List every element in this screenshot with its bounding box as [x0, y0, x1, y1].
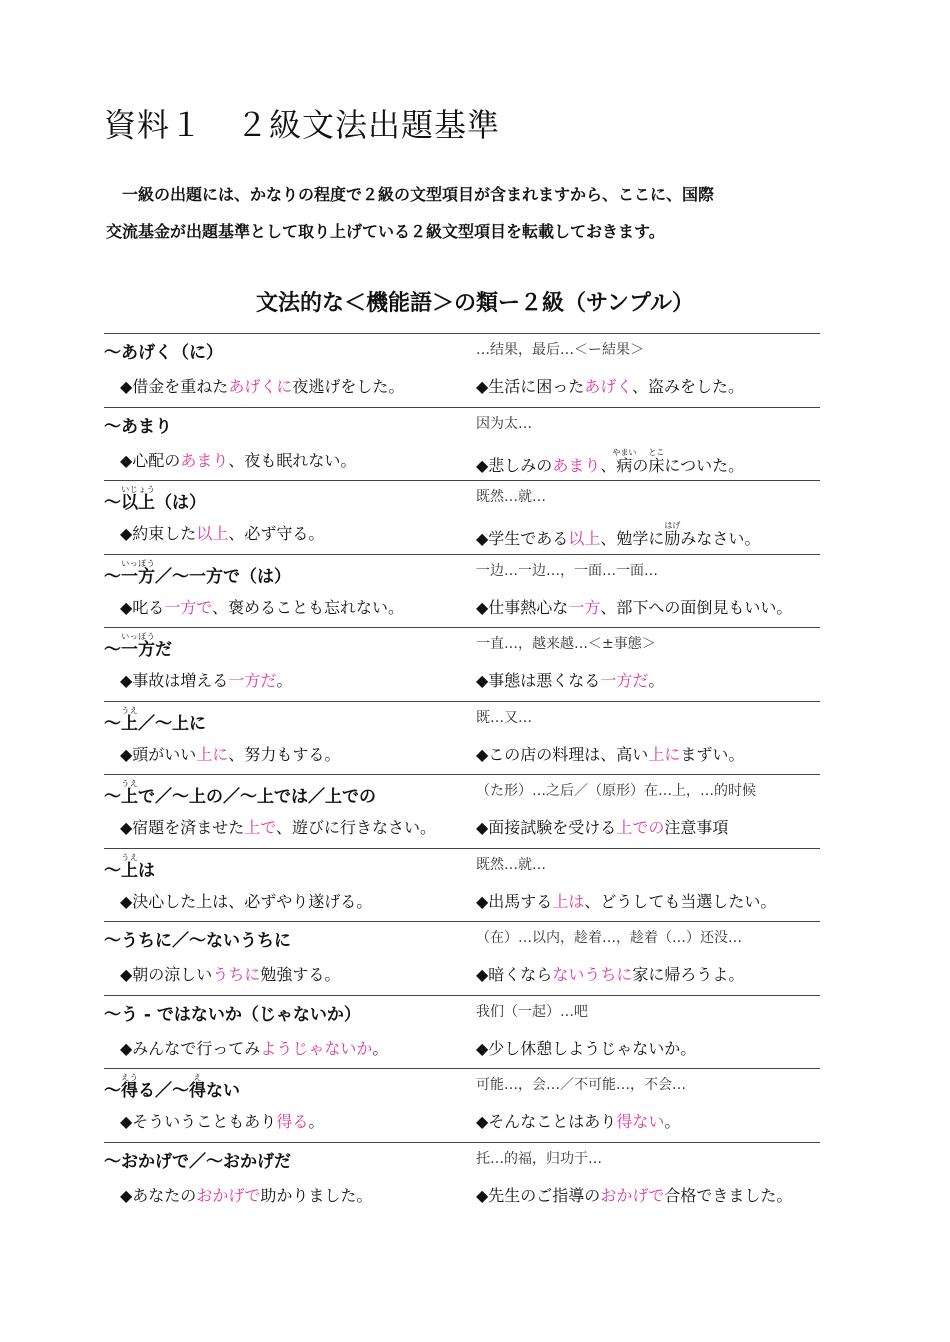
chinese-gloss: 我们（一起）…吧: [476, 1003, 588, 1020]
grammar-entry: [104, 1142, 820, 1216]
grammar-entry: [104, 554, 820, 628]
chinese-gloss: 因为太…: [476, 415, 532, 432]
grammar-entry: [104, 480, 820, 554]
example-sentence: ◆生活に困ったあげく、盗みをした。: [476, 377, 745, 396]
example-sentence: ◆学生である以上、勉学に励はげみなさい。: [476, 521, 761, 548]
chinese-gloss: 一直…，越来越…＜±事態＞: [476, 636, 656, 652]
example-sentence: ◆約束した以上、必ず守る。: [120, 524, 325, 543]
grammar-pattern: ～上うえで／～上の／～上では／上での: [104, 779, 376, 807]
page-title: 資料１ ２級文法出題基準: [104, 106, 501, 144]
grammar-pattern: ～おかげで／～おかげだ: [104, 1151, 291, 1172]
grammar-entry: [104, 333, 820, 407]
chinese-gloss: 一边…一边…，一面…一面…: [476, 562, 658, 579]
grammar-entry: [104, 701, 820, 775]
grammar-pattern: ～うちに／～ないうちに: [104, 931, 291, 951]
example-sentence: ◆みんなで行ってみようじゃないか。: [120, 1038, 389, 1058]
example-sentence: ◆少し休憩しようじゃないか。: [476, 1038, 697, 1058]
grammar-pattern: ～上うえは: [104, 852, 155, 881]
example-sentence: ◆そういうこともあり得る。: [120, 1112, 325, 1131]
grammar-pattern: ～う - ではないか（じゃないか）: [104, 1004, 361, 1025]
grammar-pattern: ～得えうる／～得えない: [104, 1073, 240, 1101]
grammar-pattern: ～一方いっぽうだ: [104, 632, 172, 660]
example-sentence: ◆事故は増える一方だ。: [120, 671, 293, 690]
example-sentence: ◆先生のご指導のおかげで合格できました。: [476, 1185, 793, 1205]
grammar-entry: [104, 407, 820, 481]
example-sentence: ◆暗くならないうちに家に帰ろうよ。: [476, 965, 745, 984]
grammar-entry: [104, 848, 820, 922]
example-sentence: ◆朝の涼しいうちに勉強する。: [120, 965, 341, 984]
grammar-entry: [104, 1068, 820, 1142]
grammar-pattern: ～一方いっぽう／～一方で（は）: [104, 558, 291, 587]
chinese-gloss: …结果，最后…＜ー結果＞: [476, 342, 644, 358]
grammar-entry: [104, 921, 820, 995]
chinese-gloss: 既然…就…: [476, 489, 546, 505]
example-sentence: ◆あなたのおかげで助かりました。: [120, 1185, 373, 1205]
grammar-pattern: ～上うえ／～上に: [104, 705, 206, 734]
chinese-gloss: 托…的福，归功于…: [476, 1150, 602, 1167]
example-sentence: ◆頭がいい上に、努力もする。: [120, 744, 341, 764]
grammar-entry: [104, 774, 820, 848]
section-subtitle: 文法的な＜機能語＞の類ー２級（サンプル）: [255, 291, 695, 316]
chinese-gloss: （た形）…之后／（原形）在…上，…的时候: [476, 783, 756, 799]
example-sentence: ◆事態は悪くなる一方だ。: [476, 671, 665, 690]
grammar-pattern: ～あげく（に）: [104, 343, 223, 363]
grammar-pattern: ～以上いじょう（は）: [104, 485, 206, 513]
chinese-gloss: 既然…就…: [476, 856, 546, 873]
example-sentence: ◆決心した上は、必ずやり遂げる。: [120, 891, 373, 911]
chinese-gloss: 既…又…: [476, 709, 532, 726]
example-sentence: ◆面接試験を受ける上での注意事項: [476, 818, 729, 837]
example-sentence: ◆出馬する上は、どうしても当選したい。: [476, 891, 777, 911]
example-sentence: ◆宿題を済ませた上で、遊びに行きなさい。: [120, 818, 437, 837]
intro-line: 交流基金が出題基準として取り上げている２級文型項目を転載しておきます。: [106, 222, 665, 241]
example-sentence: ◆この店の料理は、高い上にまずい。: [476, 744, 745, 764]
example-sentence: ◆仕事熱心な一方、部下への面倒見もいい。: [476, 597, 793, 617]
example-sentence: ◆叱る一方で、褒めることも忘れない。: [120, 597, 405, 617]
intro-line: 一級の出題には、かなりの程度で２級の文型項目が含まれますから、ここに、国際: [106, 185, 715, 204]
example-sentence: ◆借金を重ねたあげくに夜逃げをした。: [120, 377, 405, 396]
grammar-entry: [104, 627, 820, 701]
example-sentence: ◆そんなことはあり得ない。: [476, 1112, 681, 1131]
intro-paragraph: [106, 176, 836, 250]
grammar-pattern: ～あまり: [104, 416, 172, 437]
chinese-gloss: 可能…，会…／不可能…，不会…: [476, 1077, 686, 1093]
example-sentence: ◆心配のあまり、夜も眠れない。: [120, 450, 357, 470]
chinese-gloss: （在）…以内，趁着…，趁着（…）还没…: [476, 930, 742, 946]
grammar-table: [104, 333, 820, 1215]
example-sentence: ◆悲しみのあまり、病やまいの床とこについた。: [476, 447, 745, 475]
grammar-entry: [104, 995, 820, 1069]
